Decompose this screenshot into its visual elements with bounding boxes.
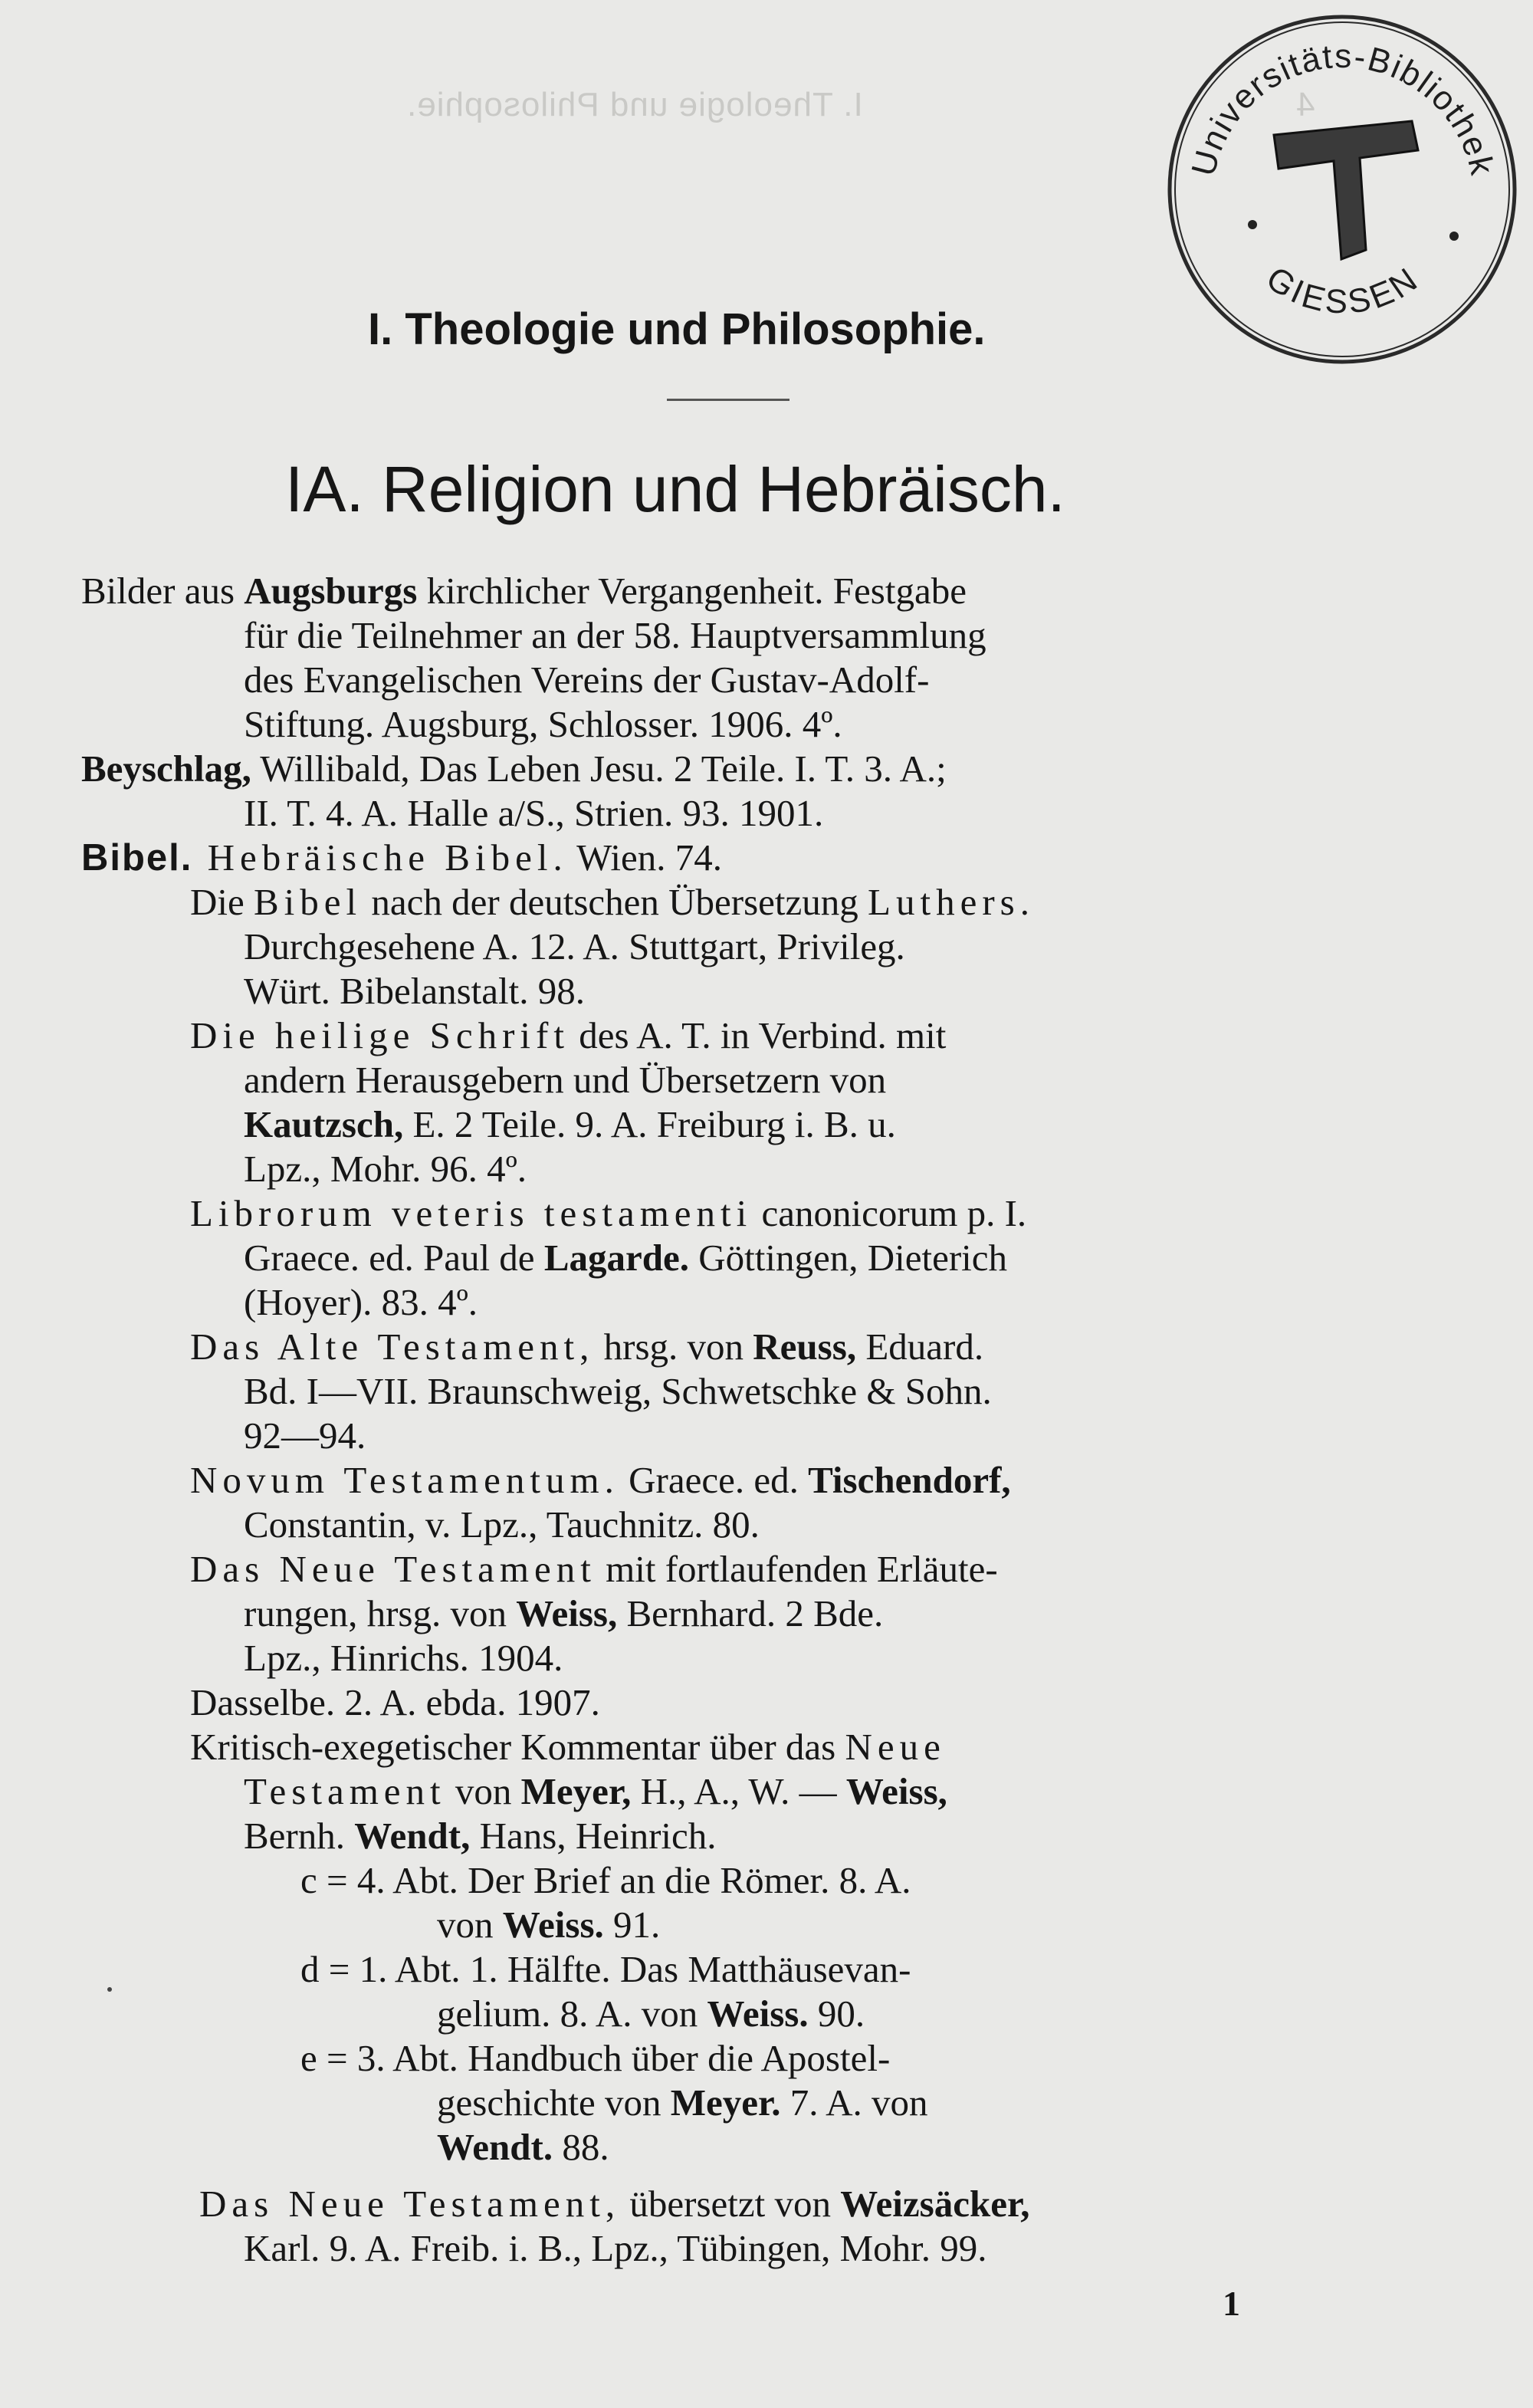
entry-5-line-2: andern Herausgebern und Übersetzern von	[244, 1059, 887, 1101]
entry-6-line-2	[244, 1236, 1007, 1280]
entry-11-line-9	[437, 2081, 927, 2125]
stamp-t-emblem-icon	[1274, 121, 1418, 259]
entry-text: übersetzt von	[620, 2183, 841, 2225]
entry-text: Graece. ed. Paul de	[244, 1237, 544, 1279]
entry-text: mit fortlaufenden Erläute-	[596, 1548, 998, 1590]
entry-text: canonicorum p. I.	[752, 1192, 1027, 1234]
entry-9-line-3: Lpz., Hinrichs. 1904.	[244, 1637, 563, 1679]
entry-keyword: Meyer,	[520, 1770, 632, 1812]
entry-text: nach der deutschen Übersetzung	[362, 881, 868, 923]
entry-4-line-3: Würt. Bibelanstalt. 98.	[244, 970, 585, 1012]
entry-text: 7. A. von	[780, 2081, 928, 2124]
entry-keyword: Luthers.	[868, 881, 1035, 923]
entry-9-line-1	[190, 1547, 998, 1592]
entry-author: Beyschlag,	[81, 747, 251, 790]
entry-author: Bibel.	[81, 837, 193, 879]
entry-2-line-1	[81, 747, 947, 791]
entry-11-line-4: c = 4. Abt. Der Brief an die Römer. 8. A.	[300, 1859, 911, 1901]
entry-4-line-1	[190, 880, 1035, 925]
entry-text: hrsg. von	[594, 1326, 753, 1368]
entry-title: Testament	[244, 1770, 446, 1812]
entry-title: Neue	[845, 1726, 946, 1768]
entry-title: Bibel	[254, 881, 363, 923]
entry-title: Die heilige Schrift	[190, 1014, 570, 1056]
section-heading: I. Theologie und Philosophie.	[368, 304, 986, 354]
svg-text:GIESSEN	[1259, 259, 1426, 321]
entry-text: Willibald, Das Leben Jesu. 2 Teile. I. T. 3. A.;	[251, 747, 947, 790]
entry-3-line-1	[81, 836, 722, 880]
entry-keyword: Wendt,	[354, 1815, 471, 1857]
entry-7-line-3: 92—94.	[244, 1414, 366, 1457]
entry-12-line-2: Karl. 9. A. Freib. i. B., Lpz., Tübingen, Mohr. 99.	[244, 2227, 987, 2269]
entry-title: Hebräische Bibel.	[192, 836, 568, 879]
entry-text: Wien. 74.	[567, 836, 722, 879]
stamp-dot-right	[1449, 232, 1459, 241]
entry-11-line-2	[244, 1769, 947, 1814]
entry-text: Die	[190, 881, 254, 923]
entry-11-line-6: d = 1. Abt. 1. Hälfte. Das Matthäusevan-	[300, 1948, 911, 1990]
entry-text: Graece. ed.	[619, 1459, 809, 1501]
entry-text: des A. T. in Verbind. mit	[569, 1014, 947, 1056]
entry-text: Hans, Heinrich.	[470, 1815, 717, 1857]
entry-text: geschichte von	[437, 2081, 671, 2124]
entry-text: Eduard.	[856, 1326, 984, 1368]
entry-keyword: Reuss,	[753, 1326, 857, 1368]
entry-title: Das Neue Testament,	[199, 2183, 621, 2225]
entry-title: Das Alte Testament,	[190, 1326, 595, 1368]
entry-text: kirchlicher Vergangenheit. Festgabe	[417, 570, 967, 612]
entry-text: Bernh.	[244, 1815, 355, 1857]
entry-keyword: Tischendorf,	[808, 1459, 1011, 1501]
entry-text: 90.	[808, 1992, 865, 2035]
entry-5-line-4: Lpz., Mohr. 96. 4º.	[244, 1148, 527, 1190]
entry-keyword: Wendt.	[437, 2126, 553, 2168]
bleed-through-page-number: 4	[1295, 86, 1315, 123]
stamp-top-text: Universitäts-Bibliothek	[1184, 37, 1502, 180]
entry-1-line-4: Stiftung. Augsburg, Schlosser. 1906. 4º.	[244, 703, 842, 745]
entry-keyword: Weiss,	[845, 1770, 947, 1812]
library-stamp	[1159, 6, 1525, 373]
entry-text: gelium. 8. A. von	[437, 1992, 707, 2035]
entry-11-line-5	[437, 1903, 660, 1947]
ink-speck	[107, 1987, 112, 1992]
entry-9-line-2	[244, 1592, 883, 1636]
entry-keyword: Kautzsch,	[244, 1103, 404, 1145]
entry-7-line-2: Bd. I—VII. Braunschweig, Schwetschke & Sohn.	[244, 1370, 992, 1412]
subsection-heading: IA. Religion und Hebräisch.	[285, 453, 1065, 525]
entry-7-line-1	[190, 1325, 983, 1369]
entry-text: H., A., W. —	[631, 1770, 846, 1812]
entry-5-line-1	[190, 1013, 946, 1058]
entry-text: Bilder aus	[81, 570, 245, 612]
entry-12-line-1	[199, 2182, 1029, 2226]
entry-keyword: Meyer.	[670, 2081, 781, 2124]
entry-text: von	[445, 1770, 521, 1812]
entry-title: Novum Testamentum.	[190, 1459, 619, 1501]
entry-keyword: Weiss.	[502, 1904, 604, 1946]
entry-6-line-3: (Hoyer). 83. 4º.	[244, 1281, 478, 1323]
entry-11-line-3	[244, 1814, 717, 1858]
entry-text: rungen, hrsg. von	[244, 1592, 517, 1634]
entry-keyword: Weizsäcker,	[840, 2183, 1030, 2225]
entry-1-line-1	[81, 569, 967, 613]
entry-8-line-1	[190, 1458, 1011, 1503]
entry-title: Librorum veteris testamenti	[190, 1192, 753, 1234]
entry-keyword: Lagarde.	[543, 1237, 689, 1279]
entry-5-line-3	[244, 1102, 896, 1147]
entry-8-line-2: Constantin, v. Lpz., Tauchnitz. 80.	[244, 1503, 760, 1546]
entry-11-line-8: e = 3. Abt. Handbuch über die Apostel-	[300, 2037, 891, 2079]
entry-11-line-1	[190, 1725, 946, 1769]
entry-text: 88.	[553, 2126, 609, 2168]
stamp-bottom-text: GIESSEN	[1259, 259, 1426, 321]
entry-text: Kritisch-exegetischer Kommentar über das	[190, 1726, 845, 1768]
stamp-dot-left	[1248, 220, 1257, 229]
entry-4-line-2: Durchgesehene A. 12. A. Stuttgart, Privileg.	[244, 925, 905, 967]
entry-title: Das Neue Testament	[190, 1548, 596, 1590]
entry-keyword: Weiss.	[707, 1992, 809, 2035]
entry-6-line-1	[190, 1191, 1026, 1236]
entry-text: 91.	[603, 1904, 661, 1946]
entry-keyword: Weiss,	[516, 1592, 618, 1634]
entry-11-line-10	[437, 2125, 609, 2170]
bleed-through-running-head: I. Theologie und Philosophie.	[406, 86, 863, 123]
heading-divider	[667, 399, 789, 401]
entry-1-line-2: für die Teilnehmer an der 58. Hauptversammlung	[244, 614, 986, 656]
entry-text: E. 2 Teile. 9. A. Freiburg i. B. u.	[403, 1103, 896, 1145]
entry-text: von	[437, 1904, 503, 1946]
entry-text: Göttingen, Dieterich	[689, 1237, 1008, 1279]
entry-text: Bernhard. 2 Bde.	[617, 1592, 884, 1634]
page-number: 1	[1223, 2284, 1240, 2323]
entry-10-line-1: Dasselbe. 2. A. ebda. 1907.	[190, 1681, 600, 1723]
entry-2-line-2: II. T. 4. A. Halle a/S., Strien. 93. 1901.	[244, 792, 824, 834]
entry-1-line-3: des Evangelischen Vereins der Gustav-Adolf-	[244, 659, 930, 701]
entry-11-line-7	[437, 1992, 865, 2036]
entry-keyword: Augsburgs	[244, 570, 418, 612]
